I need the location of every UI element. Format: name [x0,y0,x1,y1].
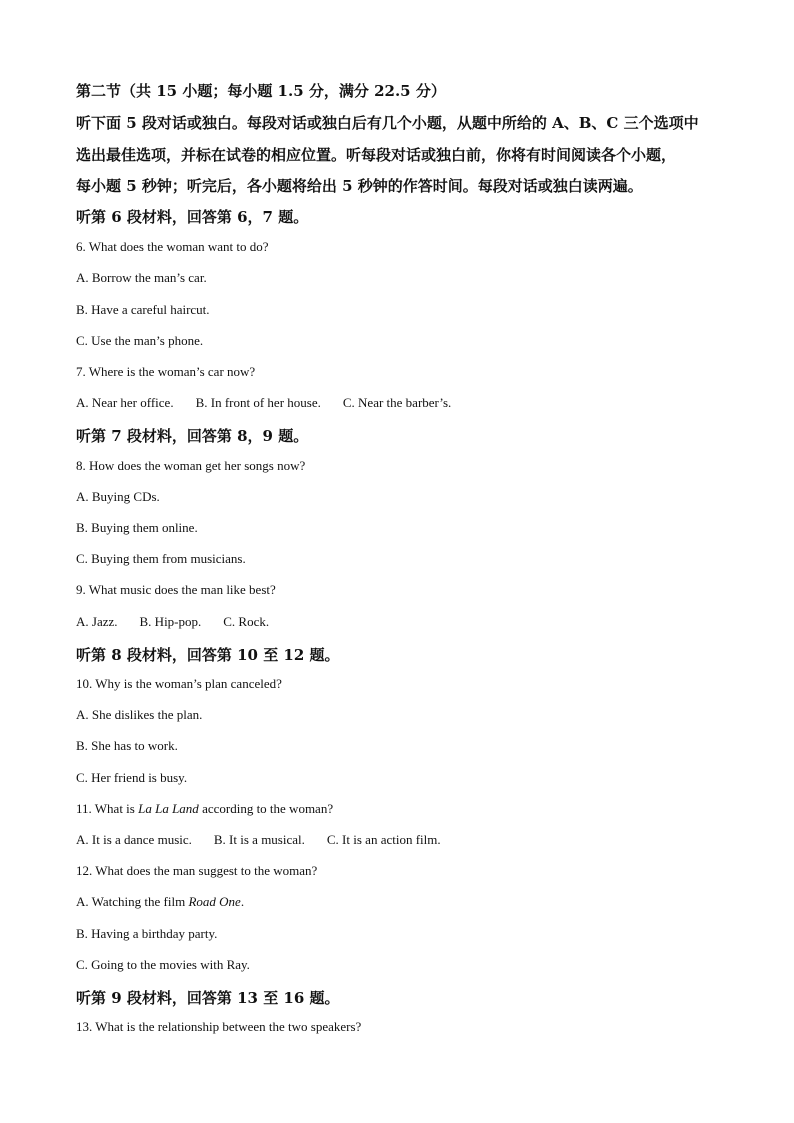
question-7-option-a: A. Near her office. [76,395,174,410]
group-heading-6: 听第 6 段材料，回答第 6，7 题。 [76,208,309,226]
question-11-stem: 11. What is La La Land according to the woman? [76,801,334,816]
film-title-road-one: Road One [188,894,241,909]
question-10-option-a: A. She dislikes the plan. [76,707,203,722]
question-7-option-c: C. Near the barber’s. [342,395,452,410]
question-11-option-b: B. It is a musical. [213,832,305,847]
question-8-option-c: C. Buying them from musicians. [76,551,246,566]
question-9-option-c: C. Rock. [223,614,270,629]
question-9-option-a: A. Jazz. [76,614,118,629]
instruction-line-2: 选出最佳选项，并标在试卷的相应位置。听每段对话或独白前，你将有时间阅读各个小题， [76,146,677,164]
question-7-stem: 7. Where is the woman’s car now? [76,364,256,379]
question-11-option-c: C. It is an action film. [326,832,441,847]
question-11-options [76,832,441,848]
question-6-stem: 6. What does the woman want to do? [76,239,269,254]
question-11-option-a: A. It is a dance music. [76,832,192,847]
section-title: 第二节（共 15 小题；每小题 1.5 分，满分 22.5 分） [76,82,446,100]
instruction-line-3: 每小题 5 秒钟；听完后，各小题将给出 5 秒钟的作答时间。每段对话或独白读两遍。 [76,177,643,195]
question-12-option-a: A. Watching the film Road One. [76,894,245,909]
question-9-stem: 9. What music does the man like best? [76,582,276,597]
instruction-line-1: 听下面 5 段对话或独白。每段对话或独白后有几个小题，从题中所给的 A、B、C 三个选项中 [76,114,699,132]
group-heading-8: 听第 8 段材料，回答第 10 至 12 题。 [76,646,340,664]
question-6-option-c: C. Use the man’s phone. [76,333,204,348]
question-8-option-b: B. Buying them online. [76,520,198,535]
question-12-option-b: B. Having a birthday party. [76,926,218,941]
question-7-options [76,395,451,411]
film-title-la-la-land: La La Land [138,801,199,816]
question-8-stem: 8. How does the woman get her songs now? [76,458,306,473]
question-7-option-b: B. In front of her house. [195,395,321,410]
group-heading-9: 听第 9 段材料，回答第 13 至 16 题。 [76,989,340,1007]
question-10-option-b: B. She has to work. [76,738,178,753]
question-9-option-b: B. Hip-pop. [139,614,202,629]
question-10-option-c: C. Her friend is busy. [76,770,188,785]
question-12-stem: 12. What does the man suggest to the woman? [76,863,318,878]
question-13-stem: 13. What is the relationship between the two speakers? [76,1019,362,1034]
question-6-option-a: A. Borrow the man’s car. [76,270,207,285]
question-12-option-c: C. Going to the movies with Ray. [76,957,250,972]
group-heading-7: 听第 7 段材料，回答第 8，9 题。 [76,427,309,445]
question-10-stem: 10. Why is the woman’s plan canceled? [76,676,282,691]
question-8-option-a: A. Buying CDs. [76,489,160,504]
question-6-option-b: B. Have a careful haircut. [76,302,210,317]
question-9-options [76,614,269,630]
